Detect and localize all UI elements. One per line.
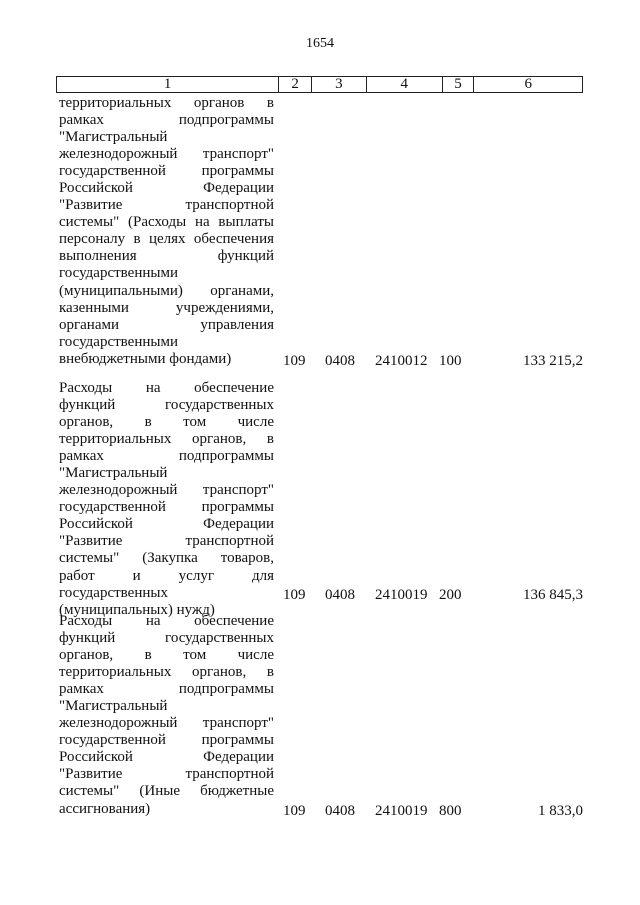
row-3-col-4: 2410019: [375, 803, 428, 819]
table-header: [56, 76, 583, 93]
row-2-col-2: 109: [283, 587, 306, 603]
row-3-col-5: 800: [439, 803, 462, 819]
header-col-1: 1: [163, 76, 172, 92]
row-2-col-4: 2410019: [375, 587, 428, 603]
header-col-2: 2: [278, 77, 311, 92]
header-col-4: 4: [366, 77, 442, 92]
page-number: 1654: [306, 36, 334, 51]
row-2-description: Расходы на обеспечение функций государственных органов, в том числе территориальных органов, в рамках подпрограммы "Магистральный железнодорожный транспорт" государственной программы Российской Федерации "Развитие транспортной системы" (Закупка товаров, работ и услуг для государственных (муниципальных) нужд): [59, 380, 274, 618]
header-col-3: 3: [311, 77, 366, 92]
row-2-col-6: 136 845,3: [523, 587, 583, 603]
row-1-col-3: 0408: [325, 353, 355, 369]
row-3-description: Расходы на обеспечение функций государственных органов, в том числе территориальных органов, в рамках подпрограммы "Магистральный железнодорожный транспорт" государственной программы Российской Федерации "Развитие транспортной системы" (Иные бюджетные ассигнования): [59, 613, 274, 817]
row-3-col-2: 109: [283, 803, 306, 819]
row-3-col-6: 1 833,0: [538, 803, 583, 819]
header-col-5: 5: [442, 77, 474, 92]
row-1-col-5: 100: [439, 353, 462, 369]
row-3-col-3: 0408: [325, 803, 355, 819]
header-col-6: 6: [473, 77, 582, 92]
row-1-description: территориальных органов в рамках подпрограммы "Магистральный железнодорожный транспорт" государственной программы Российской Федерации "Развитие транспортной системы" (Расходы на выплаты персоналу в целях обеспечения выполнения функций государственными (муниципальными) органами, казенными учреждениями, органами управления государственными внебюджетными фондами): [59, 95, 274, 367]
row-1-col-2: 109: [283, 353, 306, 369]
row-2-col-3: 0408: [325, 587, 355, 603]
row-1-col-6: 133 215,2: [523, 353, 583, 369]
row-1-col-4: 2410012: [375, 353, 428, 369]
row-2-col-5: 200: [439, 587, 462, 603]
